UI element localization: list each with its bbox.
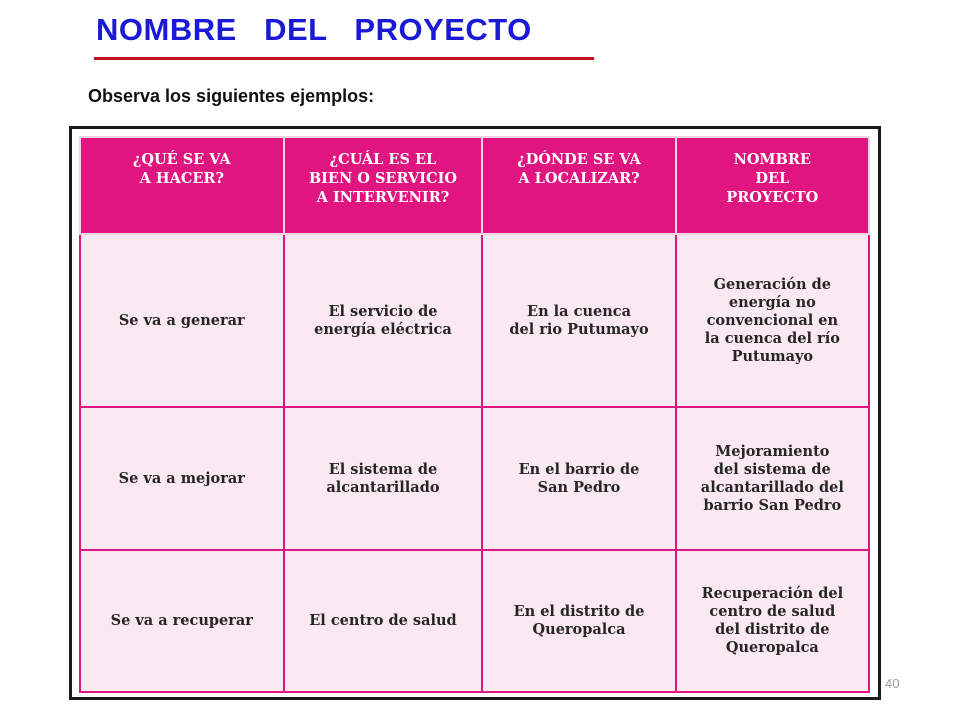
table-cell: En el barrio de San Pedro [482,407,675,549]
page-number: 40 [885,676,900,691]
table-cell: El sistema de alcantarillado [284,407,483,549]
table-cell: Recuperación del centro de salud del distrito de Queropalca [676,550,869,692]
column-header-que: ¿QUÉ SE VA A HACER? [80,137,284,234]
table-cell: Generación de energía no convencional en la cuenca del río Putumayo [676,234,869,407]
table-cell: En la cuenca del rio Putumayo [482,234,675,407]
table-cell: Se va a generar [80,234,284,407]
table-cell: El centro de salud [284,550,483,692]
title-underline [94,57,594,60]
table-cell: El servicio de energía eléctrica [284,234,483,407]
table-cell: Se va a mejorar [80,407,284,549]
column-header-nombre: NOMBRE DEL PROYECTO [676,137,869,234]
project-examples-table [79,136,870,693]
table-cell: Se va a recuperar [80,550,284,692]
table-row [80,550,869,692]
page-title: NOMBRE DEL PROYECTO [96,12,532,47]
column-header-donde: ¿DÓNDE SE VA A LOCALIZAR? [482,137,675,234]
table-header-row [80,137,869,234]
table-row [80,407,869,549]
table-row [80,234,869,407]
table-cell: En el distrito de Queropalca [482,550,675,692]
examples-table-frame [69,126,881,700]
column-header-cual: ¿CUÁL ES EL BIEN O SERVICIO A INTERVENIR? [284,137,483,234]
page-subtitle: Observa los siguientes ejemplos: [88,86,375,106]
table-cell: Mejoramiento del sistema de alcantarillado del barrio San Pedro [676,407,869,549]
